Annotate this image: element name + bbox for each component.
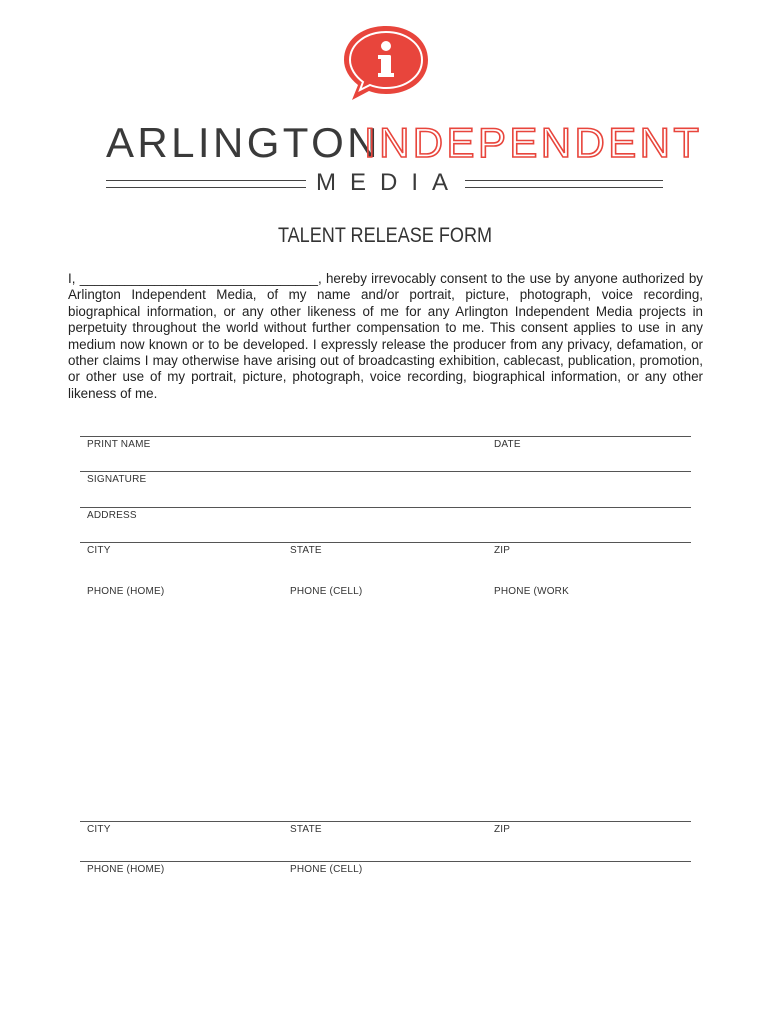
brand-wordmark [0,118,770,168]
zip-label: ZIP [494,545,511,556]
phone-cell-label-2: PHONE (CELL) [290,864,363,875]
form-title: TALENT RELEASE FORM [277,224,493,247]
brand-media: MEDIA [316,169,463,196]
info-bubble-logo-icon [340,22,432,104]
phone-home-label: PHONE (HOME) [87,586,165,597]
print-name-label: PRINT NAME [87,439,151,450]
consent-paragraph: I, ________________________________, hereby irrevocably consent to the use by anyone authorized by Arlington Independent Media, of my name and/or portrait, picture, photograph, voice recording, biographical information, or any other likeness of me for any Arlington Independent Media projects in perpetuity throughout the world without further compensation to me. This consent applies to use in any medium now known or to be developed. I expressly release the producer from any privacy, defamation, or other claims I may otherwise have arising out of broadcasting exhibition, cablecast, publication, promotion, or other use of my portrait, picture, photograph, voice recording, biographical information, or any other likeness of me. [68,271,703,401]
phone-line-2[interactable] [80,861,691,862]
city-state-zip-line[interactable] [80,542,691,543]
phone-cell-label: PHONE (CELL) [290,586,363,597]
address-label: ADDRESS [87,510,137,521]
city-label-2: CITY [87,824,111,835]
state-label-2: STATE [290,824,322,835]
phone-home-label-2: PHONE (HOME) [87,864,165,875]
divider-right [465,180,663,188]
signature-label: SIGNATURE [87,474,147,485]
phone-work-label: PHONE (WORK [494,586,569,597]
brand-arlington: ARLINGTON [106,119,381,166]
city-label: CITY [87,545,111,556]
brand-independent: INDEPENDENT [364,119,703,166]
state-label: STATE [290,545,322,556]
address-line[interactable] [80,507,691,508]
date-label: DATE [494,439,521,450]
zip-label-2: ZIP [494,824,511,835]
print-name-line[interactable] [80,436,691,437]
signature-line[interactable] [80,471,691,472]
city-state-zip-line-2[interactable] [80,821,691,822]
